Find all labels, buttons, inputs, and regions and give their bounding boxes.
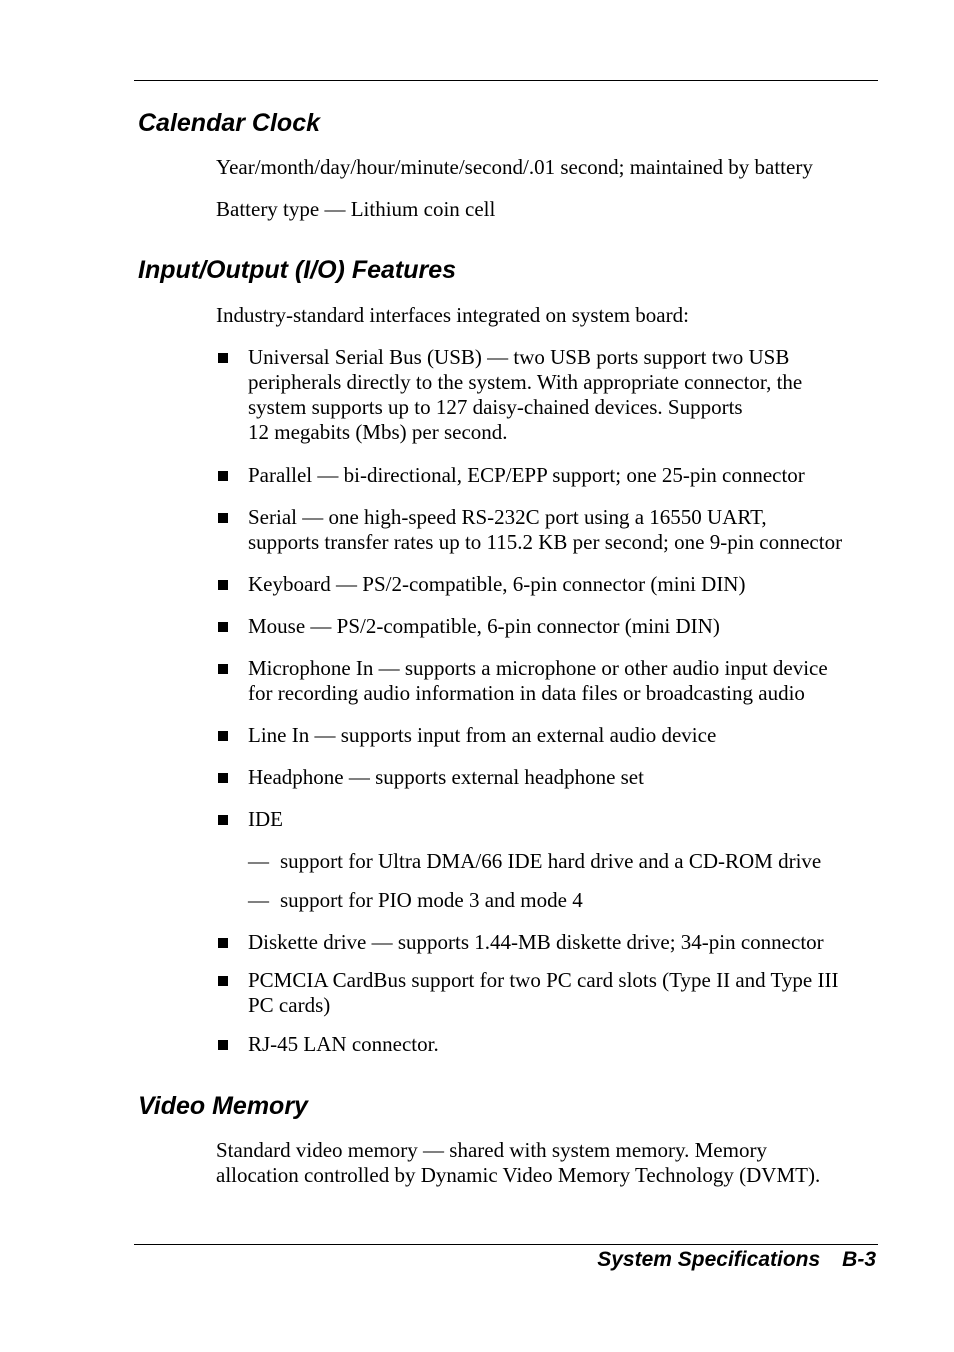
bullet-square-icon — [218, 976, 228, 986]
header-rule — [134, 80, 878, 81]
bullet-square-icon — [218, 815, 228, 825]
list-item-line: peripherals directly to the system. With appropriate connector, the — [248, 370, 803, 394]
list-item-keyboard — [248, 572, 745, 597]
list-item-line: Headphone — supports external headphone set — [248, 765, 644, 789]
footer-section-label: System Specifications — [597, 1248, 821, 1271]
bullet-square-icon — [218, 664, 228, 674]
paragraph-line: Standard video memory — shared with system memory. Memory — [216, 1138, 767, 1162]
list-item-usb — [248, 345, 802, 445]
list-item-line: supports transfer rates up to 115.2 KB per second; one 9-pin connector — [248, 530, 843, 554]
list-item-line: RJ-45 LAN connector. — [248, 1032, 439, 1056]
calendar-clock-heading: Calendar Clock — [138, 109, 321, 137]
list-item-ide — [248, 807, 283, 832]
video-memory-text — [216, 1138, 820, 1188]
bullet-square-icon — [218, 731, 228, 741]
bullet-square-icon — [218, 622, 228, 632]
list-item-line: Line In — supports input from an external audio device — [248, 723, 717, 747]
paragraph-line: allocation controlled by Dynamic Video Memory Technology (DVMT). — [216, 1163, 821, 1187]
list-item-line: Mouse — PS/2-compatible, 6-pin connector (mini DIN) — [248, 614, 720, 638]
em-dash-marker: — — [248, 849, 269, 873]
list-item-line: Universal Serial Bus (USB) — two USB ports support two USB — [248, 345, 790, 369]
sub-item-ide-pio: support for PIO mode 3 and mode 4 — [280, 888, 583, 912]
list-item-rj45 — [248, 1032, 439, 1057]
battery-type-text: Battery type — Lithium coin cell — [216, 197, 496, 221]
calendar-clock-text: Year/month/day/hour/minute/second/.01 second; maintained by battery — [216, 155, 813, 179]
list-item-line-in — [248, 723, 716, 748]
sub-item-ide-ultra-dma: support for Ultra DMA/66 IDE hard drive and a CD-ROM drive — [280, 849, 822, 873]
list-item-line: IDE — [248, 807, 283, 831]
list-item-microphone — [248, 656, 828, 706]
video-memory-heading: Video Memory — [138, 1092, 308, 1120]
bullet-square-icon — [218, 1040, 228, 1050]
list-item-diskette — [248, 930, 824, 955]
page-footer — [597, 1248, 876, 1272]
footer-rule — [134, 1244, 878, 1245]
list-item-line: system supports up to 127 daisy-chained devices. Supports — [248, 395, 743, 419]
list-item-mouse — [248, 614, 720, 639]
io-intro-text: Industry-standard interfaces integrated on system board: — [216, 303, 689, 327]
bullet-square-icon — [218, 353, 228, 363]
list-item-parallel — [248, 463, 805, 488]
list-item-line: Microphone In — supports a microphone or other audio input device — [248, 656, 828, 680]
bullet-square-icon — [218, 471, 228, 481]
list-item-line: for recording audio information in data files or broadcasting audio — [248, 681, 805, 705]
bullet-square-icon — [218, 513, 228, 523]
list-item-line: Serial — one high-speed RS-232C port using a 16550 UART, — [248, 505, 767, 529]
bullet-square-icon — [218, 773, 228, 783]
list-item-line: PCMCIA CardBus support for two PC card slots (Type II and Type III — [248, 968, 839, 992]
list-item-pcmcia — [248, 968, 838, 1018]
list-item-headphone — [248, 765, 644, 790]
list-item-line: Parallel — bi-directional, ECP/EPP support; one 25-pin connector — [248, 463, 805, 487]
list-item-line: PC cards) — [248, 993, 331, 1017]
io-features-heading: Input/Output (I/O) Features — [138, 256, 457, 284]
list-item-line: Diskette drive — supports 1.44-MB diskette drive; 34-pin connector — [248, 930, 824, 954]
list-item-line: 12 megabits (Mbs) per second. — [248, 420, 508, 444]
page-number: B-3 — [842, 1248, 876, 1271]
em-dash-marker: — — [248, 888, 269, 912]
bullet-square-icon — [218, 938, 228, 948]
list-item-serial — [248, 505, 842, 555]
list-item-line: Keyboard — PS/2-compatible, 6-pin connector (mini DIN) — [248, 572, 746, 596]
bullet-square-icon — [218, 580, 228, 590]
